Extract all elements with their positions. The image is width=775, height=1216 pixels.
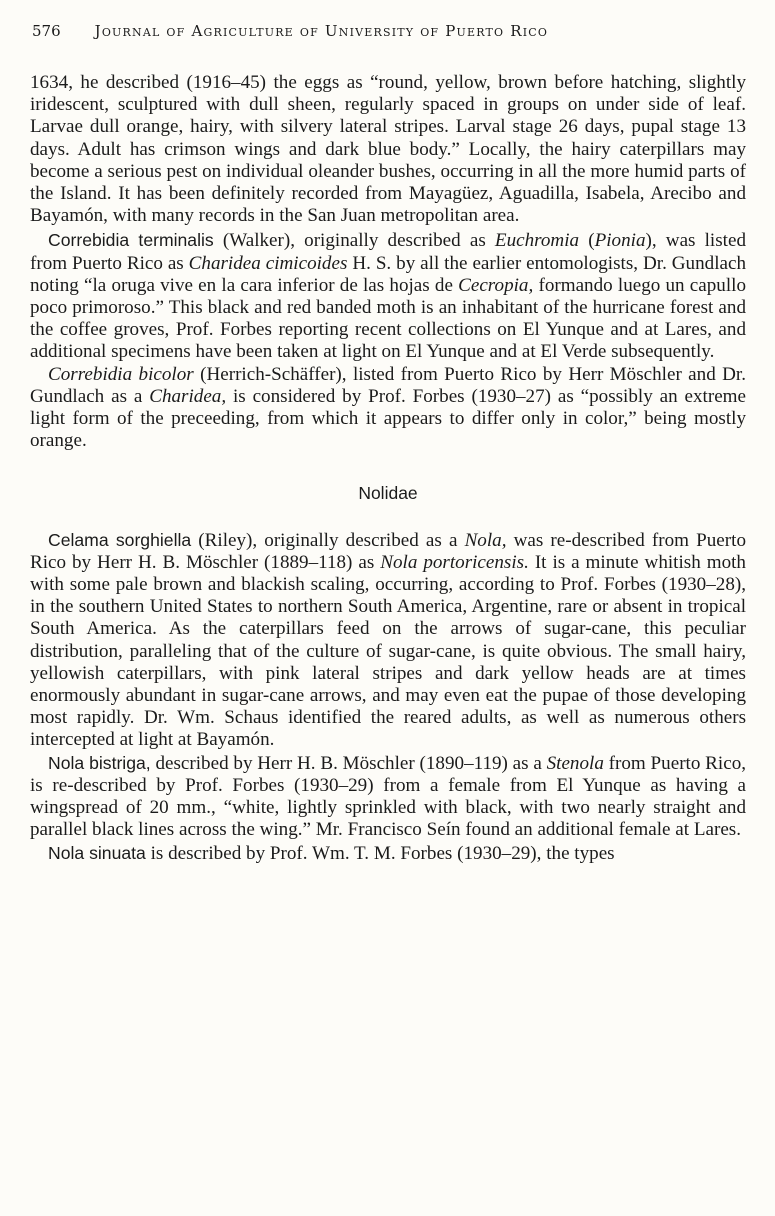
paragraph-correbidia-terminalis	[30, 229, 746, 363]
text-run: (Riley), originally described as a	[191, 529, 465, 551]
text-run: (	[579, 230, 595, 252]
paragraph-correbidia-bicolor	[30, 364, 746, 453]
text-run: (Herrich-Schäffer), listed from Puerto Rico by Herr Möschler and Dr. Gundlach as a	[30, 363, 746, 407]
species-name: Correbidia terminalis	[48, 230, 214, 251]
paragraph-nola-bistriga	[30, 752, 746, 842]
text-run: ), was listed from Puerto Rico as	[30, 230, 746, 274]
text-run: is described by Prof. Wm. T. M. Forbes (1930–29), the types	[145, 842, 615, 864]
paragraph-nola-sinuata	[30, 842, 746, 865]
italic-taxon: Euchromia	[494, 230, 580, 252]
italic-taxon: Charidea,	[149, 385, 227, 407]
text-run: described by Herr H. B. Möschler (1890–119) as a	[150, 752, 547, 774]
paragraph-celama-sorghiella	[30, 529, 746, 752]
species-name: Nola sinuata	[48, 842, 146, 863]
page-number: 576	[32, 22, 61, 40]
text-run: is considered by Prof. Forbes (1930–27) as “possibly an extreme light form of the preceeding, from which it appears to differ only in color,” being mostly orange.	[30, 385, 746, 452]
text-run: from Puerto Rico, is re-described by Prof. Forbes (1930–29) from a female from El Yunque as having a wingspread of 20 mm., “white, lightly sprinkled with black, with two nearly straight and parallel black lines across the wing.” Mr. Francisco Seín found an additional female at Lares.	[30, 752, 747, 841]
paragraph-oleander-pest	[30, 72, 746, 227]
text-run: (Walker), originally described as	[213, 230, 495, 252]
text-run: H. S. by all the earlier entomologists, Dr. Gundlach noting “la oruga vive en la cara inferior de las hojas de	[30, 252, 747, 296]
text-run: formando luego un capullo poco primoroso.” This black and red banded moth is an inhabitant of the hurricane forest and the coffee groves, Prof. Forbes reporting recent collections on El Yunque and at Lares, and additional specimens have been taken at light on El Yunque and at El Verde subsequently.	[30, 274, 746, 363]
species-name: Correbidia bicolor	[48, 363, 194, 385]
text-run: It is a minute whitish moth with some pale brown and blackish scaling, occurring, according to Prof. Forbes (1930–28), in the southern United States to northern South America, Argentine, rare or absent in tropical South America. As the caterpillars feed on the arrows of sugar-cane, this peculiar distribution, paralleling that of the culture of sugar-cane, is quite obvious. The small hairy, yellowish caterpillars, with pink lateral stripes and dark yellow heads are at times enormously abundant in sugar-cane arrows, and may even eat the pupae of those developing most rapidly. Dr. Wm. Schaus identified the reared adults, as well as numerous others intercepted at light at Bayamón.	[30, 551, 746, 751]
italic-taxon: Stenola	[546, 752, 604, 774]
italic-taxon: Charidea cimicoides	[188, 252, 348, 274]
italic-taxon: Nola portoricensis.	[380, 551, 529, 573]
text-run: was re-described from Puerto Rico by Herr H. B. Möschler (1889–118) as	[30, 529, 746, 573]
species-name: Celama sorghiella	[48, 529, 192, 550]
text-run: 1634, he described (1916–45) the eggs as “round, yellow, brown before hatching, slightly iridescent, sculptured with dull sheen, regularly spaced in groups on under side of leaf. Larvae dull orange, hairy, with silvery lateral stripes. Larval stage 26 days, pupal stage 13 days. Adult has crimson wings and dark blue body.” Locally, the hairy caterpillars may become a serious pest on individual oleander bushes, occurring in all the more humid parts of the Island. It has been definitely recorded from Mayagüez, Aguadilla, Isabela, Arecibo and Bayamón, with many records in the San Juan metropolitan area.	[30, 72, 746, 227]
italic-taxon: Pionia	[594, 230, 646, 252]
italic-taxon: Nola,	[464, 529, 507, 551]
running-title: Journal of Agriculture of University of Puerto Rico	[94, 22, 549, 40]
italic-taxon: Cecropia,	[458, 274, 534, 296]
running-header	[32, 20, 732, 42]
article-body	[30, 72, 746, 865]
species-name: Nola bistriga,	[48, 752, 151, 773]
section-heading: Nolidae	[358, 483, 418, 504]
